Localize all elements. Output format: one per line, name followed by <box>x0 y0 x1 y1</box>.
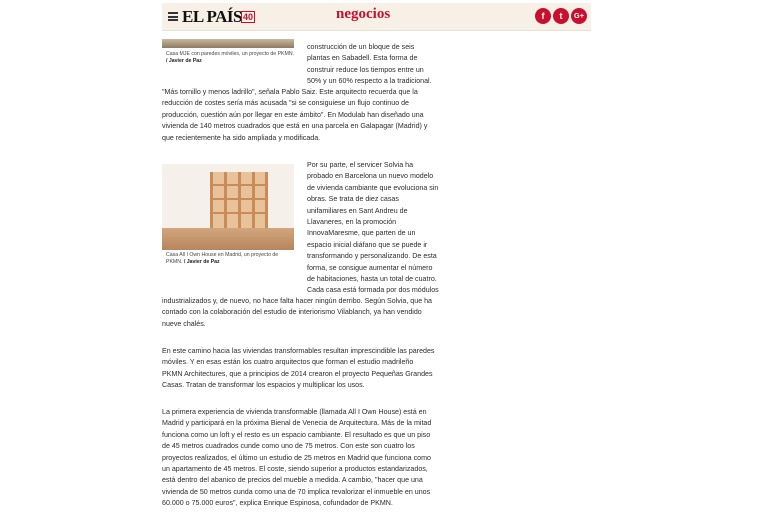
article-line: industrializados y, de nuevo, no hace falta hacer ningún derribo. Según Solvia, que ha <box>162 297 433 305</box>
article-line: construir reduce los tiempos entre un <box>307 65 424 74</box>
article-line: proyectos realizados, el último un estudio de 25 metros en Madrid que funciona como <box>162 453 431 462</box>
article-line: un apartamento de 45 metros. El coste, siendo superior a productos estandarizados, <box>162 465 428 473</box>
article-line: producción, cuestión aún por llegar en este ámbito". En Modulab han diseñado una <box>162 110 424 119</box>
article-photo-all-i-own-house <box>162 164 294 250</box>
article-line: InnovaMaresme, que parten de un <box>307 229 416 238</box>
googleplus-icon[interactable]: G+ <box>571 8 587 24</box>
article-line: Cada casa está formada por dos módulos <box>307 286 439 295</box>
article-line: plantas en Sabadell. Esta forma de <box>307 54 418 63</box>
article-line: de habitaciones, hasta un total de cuatro. <box>307 275 437 283</box>
article-line: de 45 metros cuadrados cunde como uno de 75 metros. Con este son cuatro los <box>162 442 415 451</box>
article-line: construcción de un bloque de seis <box>307 43 415 51</box>
article-line: 60.000 o 75.000 euros", explica Enrique Espinosa, cofundador de PKMN. <box>162 499 393 508</box>
article-line: vivienda de 50 metros cunda como una de 70 implica revalorizar el inmueble en unos <box>162 487 431 496</box>
article-line: contado con la colaboración del estudio de interiorismo Vilablanch, ya han vendido <box>162 308 422 317</box>
article-line: móviles. Y en esas están los cuatro arquitectos que forman el estudio madrileño <box>162 358 414 367</box>
article-line: 50% y un 60% respecto a la tradicional. <box>307 77 432 86</box>
article-line: Casas. Tratan de transformar los espacios y multiplicar los usos. <box>162 381 365 390</box>
article-line: espacio inicial diáfano que se puede ir <box>307 240 428 249</box>
article-line: funciona como un loft y el resto es un espacio cambiante. El resultado es que un piso <box>162 430 431 439</box>
article-line: PKMN Architectures, que a principios de 2014 crearon el proyecto Pequeñas Grandes <box>162 369 433 378</box>
article-photo-casa-mje <box>162 39 294 48</box>
photo-caption: Casa MJE con paredes móviles, un proyecto de PKMN. / Javier de Paz <box>166 51 295 64</box>
article-line: nueve chalés. <box>162 319 206 328</box>
article-line: reducción de costes sería más acusada "si se consiguiese un flujo continuo de <box>162 99 410 108</box>
section-title[interactable]: negocios <box>336 6 391 22</box>
article-line: transformando y personalizando. De esta <box>307 252 437 261</box>
article-line: Llavaneres, en la promoción <box>307 218 397 226</box>
article-line: unifamiliares en Sant Andreu de <box>307 206 408 215</box>
article-line: de vivienda cambiante que evoluciona sin <box>307 183 439 192</box>
article-line: obras. Se trata de diez casas <box>307 195 399 204</box>
facebook-icon[interactable]: f <box>535 8 551 24</box>
article-line: que recientemente ha sido ampliada y modificada. <box>162 133 321 142</box>
site-header <box>162 3 591 31</box>
twitter-icon[interactable]: t <box>553 8 569 24</box>
site-logo[interactable]: EL PAÍS <box>182 7 242 26</box>
article-line: vivienda de 140 metros cuadrados que está en una parcela en Galapagar (Madrid) y <box>162 122 428 131</box>
menu-icon[interactable] <box>168 12 178 20</box>
article-line: Madrid y participará en la próxima Bienal de Venecia de Arquitectura. Más de la mitad <box>162 419 432 428</box>
article-line: La primera experiencia de vivienda transformable (llamada All I Own House) está en <box>162 408 427 416</box>
anniversary-badge: 40 <box>243 12 254 22</box>
article-line: probado en Barcelona un nuevo modelo <box>307 172 434 181</box>
article-line: En este camino hacia las viviendas transformables resultan imprescindible las paredes <box>162 347 435 355</box>
article-line: está dentro del abanico de precios del mueble a medida. A cambio, "hacer que una <box>162 476 423 485</box>
photo-caption: Casa All I Own House en Madrid, un proyecto de PKMN. / Javier de Paz <box>166 252 279 265</box>
article-line: Por su parte, el servicer Solvia ha <box>307 161 414 169</box>
article-line: forma, se consigue aumentar el número <box>307 263 433 272</box>
article-line: "Más tornillo y menos ladrillo", señala Pablo Saiz. Este arquitecto recuerda que la <box>162 88 418 96</box>
